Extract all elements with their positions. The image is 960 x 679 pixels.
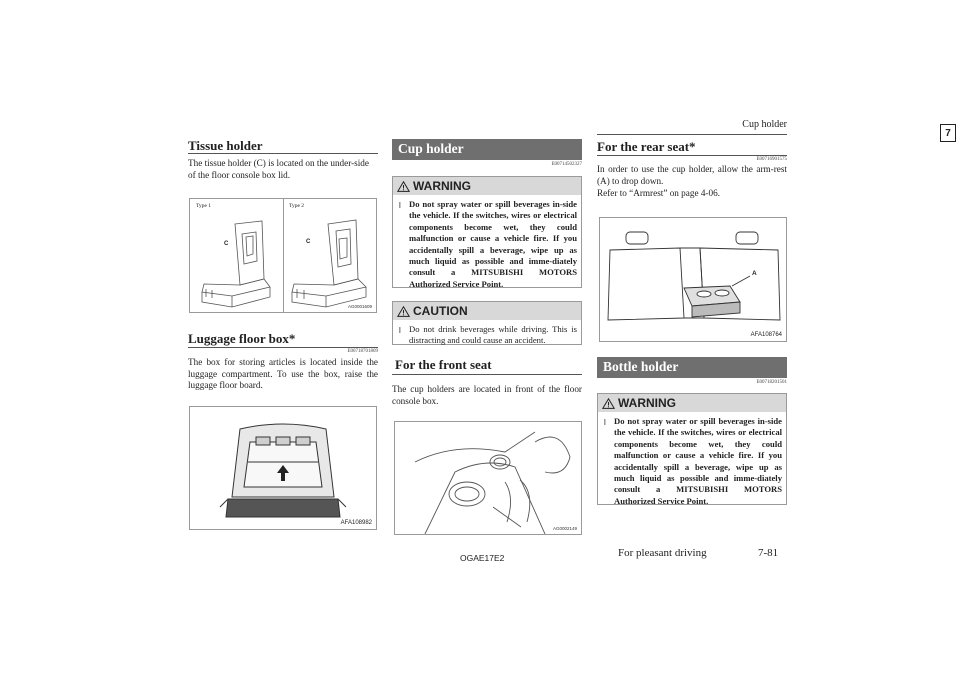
footer-model-code: OGAE17E2 (460, 553, 505, 563)
rear-seat-title: For the rear seat* (597, 139, 696, 154)
bottle-warning-box (597, 393, 787, 505)
cup-caution-label: CAUTION (413, 304, 468, 318)
cup-warning-header (393, 177, 581, 195)
rear-seat-title-rule (597, 155, 787, 156)
caution-triangle-icon (397, 306, 410, 317)
bottle-holder-title: Bottle holder (597, 357, 787, 378)
cup-warning-label: WARNING (413, 179, 471, 193)
front-seat-text: The cup holders are located in front of the floor console box. (392, 384, 582, 406)
console-lid-illustration-type1 (190, 199, 283, 312)
label-c-type1: C (224, 241, 229, 247)
running-header: Cup holder (742, 119, 787, 130)
warning-triangle-icon (397, 181, 410, 192)
label-c-type2: C (306, 239, 311, 245)
tissue-title-rule (188, 153, 378, 154)
cup-warning-text: Do not spray water or spill beverages in-side the vehicle. If the switches, wires or electrical components become wet, they could malfunction or cause a vehicle fire. If you accidentally spill a beverage, wipe up as much liquid as possible and imme-diately consult a MITSUBISHI MOTORS Authorized Service Point. (409, 199, 577, 289)
front-seat-title: For the front seat (395, 357, 492, 372)
tissue-holder-text: The tissue holder (C) is located on the under-side of the floor console box lid. (188, 158, 369, 180)
cup-holder-title: Cup holder (392, 139, 582, 160)
bullet-icon: l (399, 201, 401, 210)
front-seat-figure-code: AG0002149 (552, 526, 577, 531)
cup-warning-box (392, 176, 582, 288)
front-seat-cup-holder-figure (394, 421, 582, 535)
warning-triangle-icon (602, 398, 615, 409)
rear-armrest-illustration (600, 218, 786, 341)
cup-caution-header (393, 302, 581, 320)
luggage-floor-box-title: Luggage floor box* (188, 331, 296, 346)
header-rule (597, 134, 787, 135)
bullet-icon: l (399, 326, 401, 335)
rear-seat-figure-code: AFA108764 (750, 332, 782, 338)
tissue-holder-title: Tissue holder (188, 138, 263, 153)
luggage-title-rule (188, 347, 378, 348)
tissue-holder-figure (189, 198, 377, 313)
footer-page-number: 7-81 (758, 547, 779, 559)
front-cup-holder-illustration (395, 422, 581, 534)
bottle-holder-code: E00718201501 (756, 380, 787, 385)
footer-section-name: For pleasant driving (618, 547, 707, 559)
bottle-warning-body (598, 412, 786, 511)
console-lid-illustration-type2 (284, 199, 377, 312)
luggage-code: E00718701809 (347, 349, 378, 354)
bottle-warning-header (598, 394, 786, 412)
luggage-compartment-illustration (190, 407, 376, 529)
rear-seat-text: In order to use the cup holder, allow the arm-rest (A) to drop down. (597, 164, 787, 186)
bottle-warning-text: Do not spray water or spill beverages in-side the vehicle. If the switches, wires or electrical components become wet, they could malfunction or cause a vehicle fire. If you accidentally spill a beverage, wipe up as much liquid as possible and imme-diately consult a MITSUBISHI MOTORS Authorized Service Point. (614, 416, 782, 506)
bottle-warning-label: WARNING (618, 396, 676, 410)
cup-caution-box (392, 301, 582, 345)
chapter-tab: 7 (940, 124, 956, 142)
cup-holder-code: E00714502327 (551, 162, 582, 167)
luggage-figure-code: AFA108982 (340, 520, 372, 526)
rear-seat-code: E00716901575 (756, 157, 787, 162)
rear-seat-cup-holder-figure (599, 217, 787, 342)
type2-label: Type 2 (289, 203, 305, 209)
label-a: A (752, 270, 757, 277)
front-seat-title-rule (392, 374, 582, 375)
rear-seat-reference: Refer to “Armrest” on page 4-06. (597, 188, 720, 198)
luggage-floor-box-text: The box for storing articles is located inside the luggage compartment. To use the box, raise the luggage floor board. (188, 357, 378, 391)
bullet-icon: l (604, 418, 606, 427)
tissue-figure-code: AG0001609 (347, 304, 372, 309)
luggage-floor-box-figure (189, 406, 377, 530)
type1-label: Type 1 (196, 203, 212, 209)
cup-caution-text: Do not drink beverages while driving. This is distracting and could cause an accident. (409, 324, 577, 346)
cup-caution-body (393, 320, 581, 351)
cup-warning-body (393, 195, 581, 294)
